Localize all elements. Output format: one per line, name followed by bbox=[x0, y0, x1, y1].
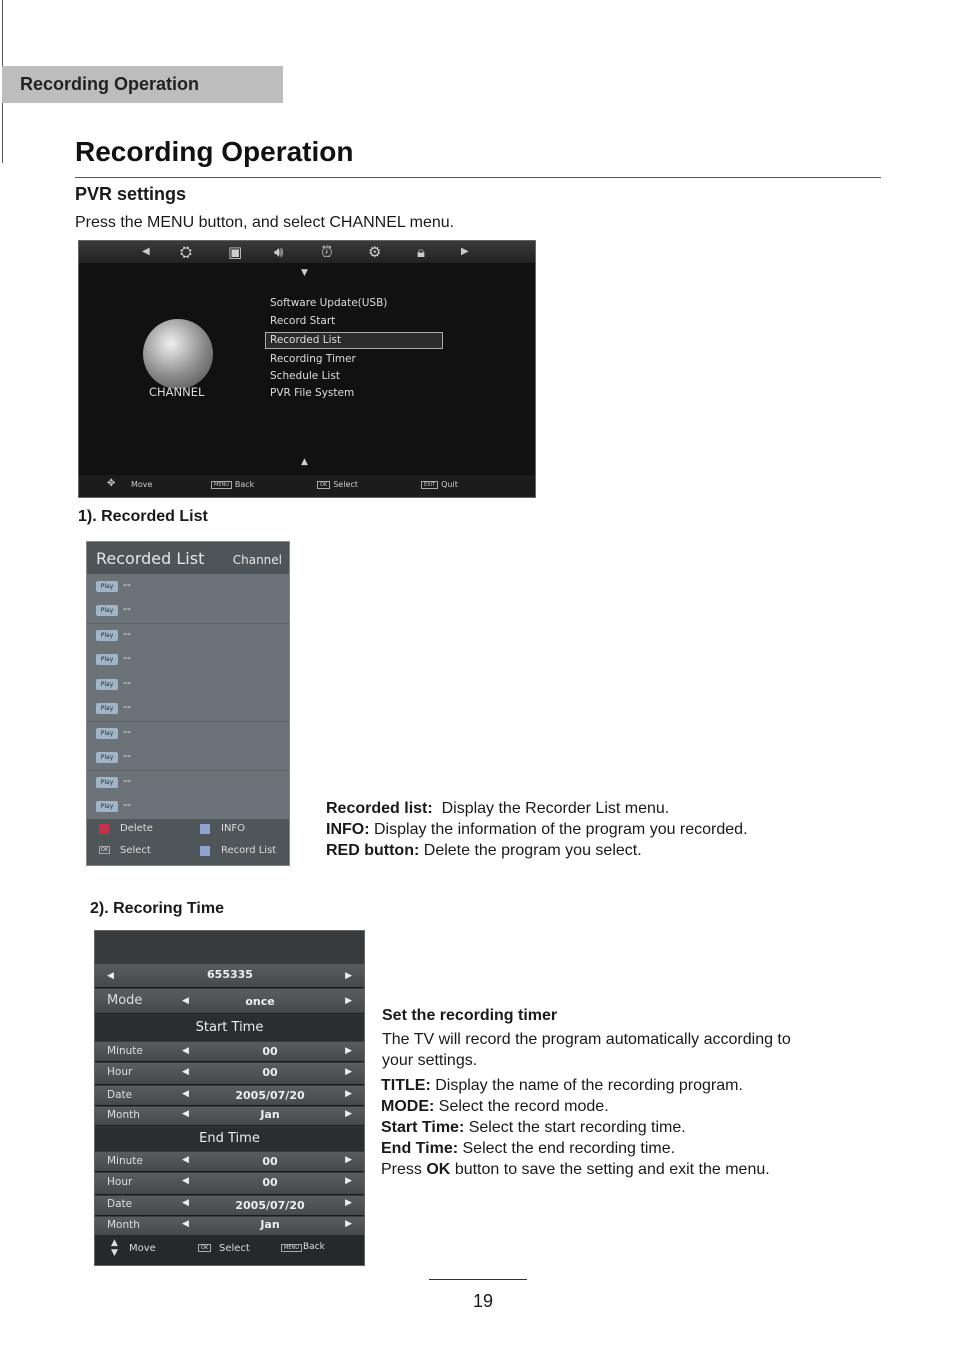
list-item[interactable] bbox=[87, 624, 289, 648]
arrow-left-icon: ◀ bbox=[182, 1219, 189, 1229]
recorded-list-footer bbox=[87, 819, 289, 865]
ok-key-icon: OK bbox=[198, 1244, 211, 1252]
menu-footer bbox=[79, 475, 535, 497]
list-item[interactable] bbox=[87, 575, 289, 599]
page-title: Recording Operation bbox=[75, 136, 354, 167]
desc-term: INFO: bbox=[326, 821, 370, 838]
play-button[interactable]: Play bbox=[96, 581, 118, 592]
updown-icon: ▲ ▼ bbox=[111, 1238, 118, 1258]
item-name: -- bbox=[123, 774, 131, 787]
field-label: Date bbox=[107, 1198, 133, 1210]
red-button-icon bbox=[99, 824, 109, 834]
desc-text: button to save the setting and exit the menu. bbox=[454, 1161, 770, 1178]
play-button[interactable]: Play bbox=[96, 801, 118, 812]
arrow-left-icon: ◀ bbox=[182, 1089, 189, 1099]
list-item[interactable] bbox=[87, 648, 289, 672]
chevron-down-icon: ▼ bbox=[301, 268, 308, 278]
header-tab: Recording Operation bbox=[2, 66, 283, 103]
arrow-right-icon: ▶ bbox=[345, 996, 352, 1006]
start-month-row[interactable] bbox=[95, 1107, 364, 1126]
desc-term: Recorded list: bbox=[326, 800, 433, 817]
arrow-left-icon: ◀ bbox=[182, 1109, 189, 1119]
arrow-right-icon: ▶ bbox=[345, 1089, 352, 1099]
menu-item[interactable]: Software Update(USB) bbox=[270, 297, 388, 309]
arrow-left-icon: ◀ bbox=[142, 246, 150, 257]
channel-globe-icon bbox=[143, 319, 213, 389]
item-name: -- bbox=[123, 651, 131, 664]
recorded-list-header bbox=[87, 542, 289, 574]
list-item[interactable] bbox=[87, 746, 289, 770]
field-label: Month bbox=[107, 1109, 140, 1121]
footer-record-list: Record List bbox=[221, 845, 277, 856]
recorded-list-title: Recorded List bbox=[96, 549, 205, 568]
footer-back: Back bbox=[234, 480, 255, 489]
menu-key-icon: MENU bbox=[281, 1244, 302, 1252]
blue-button-icon bbox=[200, 846, 210, 856]
field-label: Date bbox=[107, 1089, 133, 1101]
desc-text: Select the end recording time. bbox=[462, 1140, 676, 1157]
exit-key-icon: EXIT bbox=[421, 481, 438, 489]
end-time-section: End Time bbox=[95, 1127, 364, 1151]
desc-line bbox=[381, 1117, 841, 1138]
footer-select: Select bbox=[120, 845, 151, 856]
start-time-section: Start Time bbox=[95, 1015, 364, 1041]
field-value: 2005/07/20 bbox=[235, 1199, 305, 1212]
title-value: 655335 bbox=[207, 968, 253, 981]
list-item[interactable] bbox=[87, 697, 289, 721]
desc-text: Display the information of the program you recorded. bbox=[374, 821, 748, 838]
desc-term: TITLE: bbox=[381, 1077, 431, 1094]
list-item[interactable] bbox=[87, 673, 289, 697]
gear-icon: ⚙ bbox=[368, 243, 382, 261]
page-number: 19 bbox=[472, 1291, 494, 1311]
item-name: -- bbox=[123, 798, 131, 811]
chevron-up-icon: ▲ bbox=[301, 457, 308, 467]
menu-item[interactable]: PVR File System bbox=[270, 387, 355, 399]
list-item[interactable] bbox=[87, 722, 289, 746]
arrow-right-icon: ▶ bbox=[345, 1176, 352, 1186]
arrow-right-icon: ▶ bbox=[345, 1109, 352, 1119]
arrow-right-icon: ▶ bbox=[461, 246, 469, 257]
desc-line bbox=[326, 798, 826, 819]
arrow-left-icon: ◀ bbox=[182, 1046, 189, 1056]
info-button-icon bbox=[200, 824, 210, 834]
start-date-row[interactable] bbox=[95, 1086, 364, 1106]
footer-delete: Delete bbox=[120, 823, 153, 834]
arrow-left-icon: ◀ bbox=[182, 996, 189, 1006]
clock-icon: ⏰︎ bbox=[321, 243, 333, 261]
footer-info: INFO bbox=[221, 823, 246, 834]
arrow-right-icon: ▶ bbox=[345, 1067, 352, 1077]
category-label: CHANNEL bbox=[149, 385, 205, 399]
arrow-left-icon: ◀ bbox=[182, 1067, 189, 1077]
pvr-instruction: Press the MENU button, and select CHANNEL menu. bbox=[75, 214, 455, 231]
field-label: Month bbox=[107, 1219, 140, 1231]
menu-key-icon: MENU bbox=[211, 481, 232, 489]
play-button[interactable]: Play bbox=[96, 605, 118, 616]
arrow-left-icon: ◀ bbox=[182, 1176, 189, 1186]
timer-description bbox=[381, 1075, 841, 1180]
title-row[interactable] bbox=[95, 964, 364, 988]
arrow-left-icon: ◀ bbox=[107, 971, 114, 981]
start-minute-row[interactable] bbox=[95, 1042, 364, 1062]
recorded-list-description bbox=[326, 798, 826, 861]
item-name: -- bbox=[123, 725, 131, 738]
timer-footer bbox=[95, 1235, 364, 1265]
sound-icon: 🔊︎ bbox=[274, 243, 284, 261]
end-date-row[interactable] bbox=[95, 1196, 364, 1216]
arrow-right-icon: ▶ bbox=[345, 1155, 352, 1165]
item-name: -- bbox=[123, 578, 131, 591]
ok-key-icon: OK bbox=[317, 481, 330, 489]
menu-item[interactable]: Recording Timer bbox=[270, 353, 356, 365]
play-button[interactable]: Play bbox=[96, 728, 118, 739]
desc-text: Press bbox=[381, 1161, 422, 1178]
footer-move: Move bbox=[129, 1243, 156, 1254]
footer-move: Move bbox=[131, 480, 153, 489]
end-hour-row[interactable] bbox=[95, 1173, 364, 1195]
arrow-right-icon: ▶ bbox=[345, 1219, 352, 1229]
picture-icon: ▣ bbox=[228, 243, 243, 261]
field-value: Jan bbox=[260, 1218, 280, 1231]
footer-select: Select bbox=[333, 480, 358, 489]
field-label: Minute bbox=[107, 1155, 143, 1167]
item-name: -- bbox=[123, 602, 131, 615]
mode-value: once bbox=[245, 995, 275, 1008]
recorded-list-heading: 1). Recorded List bbox=[78, 508, 208, 525]
list-item[interactable] bbox=[87, 771, 289, 795]
item-name: -- bbox=[123, 700, 131, 713]
arrow-right-icon: ▶ bbox=[345, 1198, 352, 1208]
menu-item[interactable]: Record Start bbox=[270, 315, 336, 327]
end-month-row[interactable] bbox=[95, 1217, 364, 1236]
desc-line bbox=[381, 1159, 841, 1180]
lock-icon: 🔒︎ bbox=[417, 243, 425, 261]
desc-line bbox=[381, 1138, 841, 1159]
menu-item[interactable]: Schedule List bbox=[270, 370, 340, 382]
move-icon: ✥ bbox=[107, 478, 116, 489]
desc-line bbox=[381, 1075, 841, 1096]
desc-term: OK bbox=[426, 1161, 451, 1178]
play-button[interactable]: Play bbox=[96, 752, 118, 763]
field-label: Hour bbox=[107, 1066, 133, 1078]
page-number-rule bbox=[429, 1279, 527, 1280]
field-value: 00 bbox=[262, 1155, 278, 1168]
desc-term: End Time: bbox=[381, 1140, 459, 1157]
arrow-left-icon: ◀ bbox=[182, 1198, 189, 1208]
field-label: Minute bbox=[107, 1045, 143, 1057]
desc-text: Select the start recording time. bbox=[468, 1119, 686, 1136]
mode-row[interactable] bbox=[95, 989, 364, 1014]
field-label: Hour bbox=[107, 1176, 133, 1188]
play-button[interactable]: Play bbox=[96, 679, 118, 690]
timer-desc-intro: The TV will record the program automatically according to your settings. bbox=[382, 1031, 791, 1069]
start-hour-row[interactable] bbox=[95, 1063, 364, 1085]
list-item[interactable] bbox=[87, 795, 289, 819]
mode-label: Mode bbox=[107, 993, 143, 1008]
arrow-right-icon: ▶ bbox=[345, 971, 352, 981]
desc-line bbox=[326, 819, 826, 840]
desc-text: Display the Recorder List menu. bbox=[441, 800, 670, 817]
play-button[interactable]: Play bbox=[96, 777, 118, 788]
arrow-right-icon: ▶ bbox=[345, 1046, 352, 1056]
field-value: 00 bbox=[262, 1066, 278, 1079]
desc-term: RED button: bbox=[326, 842, 420, 859]
pvr-heading: PVR settings bbox=[75, 184, 187, 204]
desc-text: Delete the program you select. bbox=[423, 842, 642, 859]
desc-term: Start Time: bbox=[381, 1119, 465, 1136]
list-item[interactable] bbox=[87, 599, 289, 623]
desc-line bbox=[326, 840, 826, 861]
recording-timer-screenshot bbox=[94, 930, 365, 1266]
desc-text: Display the name of the recording program. bbox=[435, 1077, 743, 1094]
end-minute-row[interactable] bbox=[95, 1152, 364, 1172]
item-name: -- bbox=[123, 749, 131, 762]
menu-item-selected[interactable]: Recorded List bbox=[270, 334, 342, 346]
footer-back: Back bbox=[303, 1242, 325, 1252]
field-value: Jan bbox=[260, 1108, 280, 1121]
item-name: -- bbox=[123, 627, 131, 640]
arrow-left-icon: ◀ bbox=[182, 1155, 189, 1165]
footer-select: Select bbox=[219, 1243, 250, 1254]
recording-time-heading: 2). Recoring Time bbox=[90, 900, 224, 917]
play-button[interactable]: Play bbox=[96, 630, 118, 641]
play-button[interactable]: Play bbox=[96, 703, 118, 714]
recorded-list-screenshot bbox=[86, 541, 290, 866]
item-name: -- bbox=[123, 676, 131, 689]
desc-term: MODE: bbox=[381, 1098, 435, 1115]
field-value: 00 bbox=[262, 1045, 278, 1058]
field-value: 2005/07/20 bbox=[235, 1089, 305, 1102]
field-value: 00 bbox=[262, 1176, 278, 1189]
channel-label: Channel bbox=[232, 553, 282, 567]
desc-text: Select the record mode. bbox=[438, 1098, 609, 1115]
timer-desc-heading: Set the recording timer bbox=[382, 1007, 558, 1024]
menu-icon-bar bbox=[79, 241, 535, 263]
channel-icon: ⛭ bbox=[180, 243, 193, 261]
play-button[interactable]: Play bbox=[96, 654, 118, 665]
footer-quit: Quit bbox=[441, 480, 458, 489]
desc-line bbox=[381, 1096, 841, 1117]
title-divider bbox=[75, 177, 881, 178]
ok-key-icon: OK bbox=[101, 847, 109, 853]
channel-menu-screenshot bbox=[78, 240, 536, 498]
